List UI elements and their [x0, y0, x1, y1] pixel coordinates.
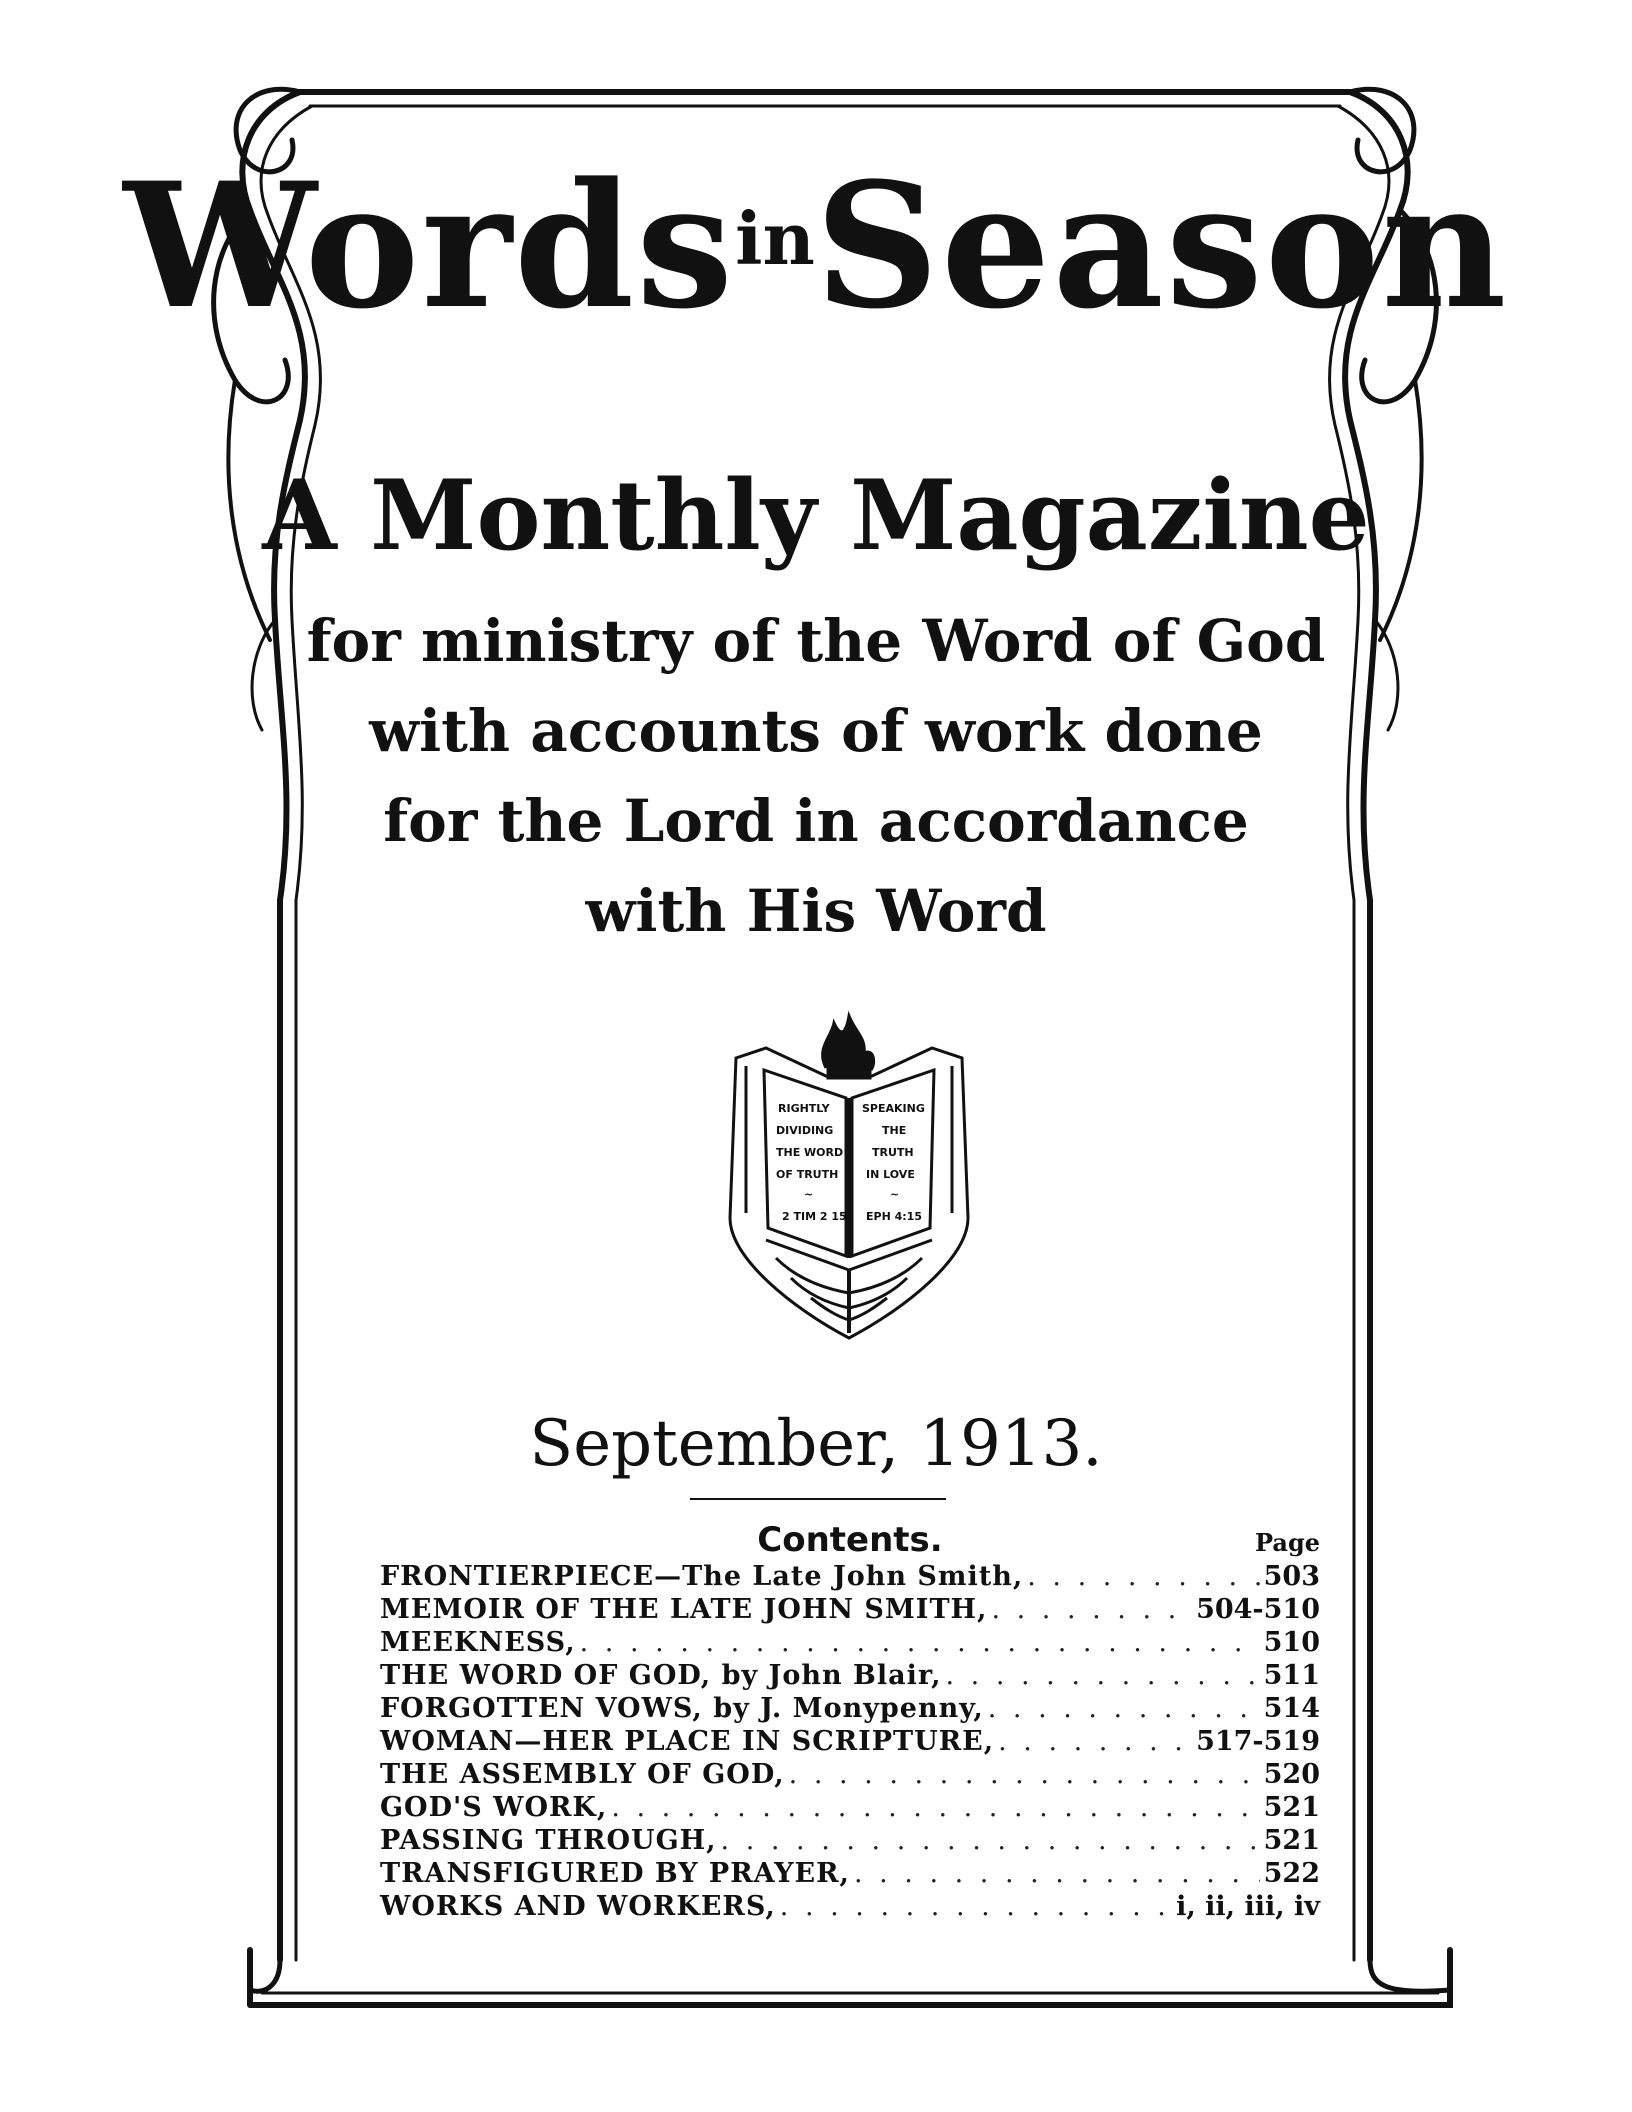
verse-left-line: ~ — [804, 1188, 814, 1201]
toc-entry — [380, 1890, 1320, 1923]
contents-header — [380, 1520, 1320, 1560]
description-line: with accounts of work done — [369, 697, 1263, 765]
toc-entry — [380, 1692, 1320, 1725]
toc-entry-page: 504-510 — [1196, 1594, 1320, 1625]
toc-leader-dots — [611, 1791, 1259, 1824]
date-divider — [690, 1498, 946, 1500]
toc-entry-title: MEMOIR OF THE LATE JOHN SMITH, — [380, 1594, 988, 1625]
toc-leader-dots — [721, 1824, 1260, 1857]
toc-entry — [380, 1824, 1320, 1857]
toc-leader-dots — [1027, 1560, 1259, 1593]
toc-entry-page: 520 — [1263, 1759, 1320, 1790]
magazine-title — [0, 144, 1632, 347]
toc-entry — [380, 1857, 1320, 1890]
toc-entry-title: THE ASSEMBLY OF GOD, — [380, 1759, 785, 1790]
toc-leader-dots — [580, 1626, 1260, 1659]
toc-leader-dots — [854, 1857, 1260, 1890]
toc-entry-page: i, ii, iii, iv — [1176, 1891, 1320, 1922]
open-bible-torch-icon — [706, 1008, 992, 1344]
toc-entry-title: THE WORD OF GOD, by John Blair, — [380, 1660, 942, 1691]
verse-left-ref: 2 TIM 2 15 — [782, 1210, 847, 1223]
verse-right-line: ~ — [890, 1188, 900, 1201]
toc-leader-dots — [780, 1890, 1172, 1923]
page-column-label: Page — [1254, 1528, 1320, 1557]
toc-entry — [380, 1593, 1320, 1626]
contents-title: Contents. — [757, 1520, 943, 1560]
toc-entry — [380, 1659, 1320, 1692]
verse-left-line: RIGHTLY — [778, 1102, 830, 1115]
toc-leader-dots — [946, 1659, 1260, 1692]
table-of-contents — [380, 1560, 1320, 1923]
toc-entry-page: 517-519 — [1196, 1726, 1320, 1757]
verse-left-line: DIVIDING — [776, 1124, 834, 1137]
description-line: for the Lord in accordance — [383, 787, 1249, 855]
toc-entry-title: MEEKNESS, — [380, 1627, 576, 1658]
toc-entry-title: WOMAN—HER PLACE IN SCRIPTURE, — [380, 1726, 995, 1757]
description-line: for ministry of the Word of God — [306, 607, 1326, 675]
toc-entry-title: GOD'S WORK, — [380, 1792, 608, 1823]
toc-entry-page: 503 — [1263, 1561, 1320, 1592]
toc-entry-page: 521 — [1263, 1792, 1320, 1823]
title-in: in — [735, 196, 815, 281]
magazine-subtitle: A Monthly Magazine — [262, 459, 1370, 572]
toc-entry — [380, 1560, 1320, 1593]
toc-entry-title: PASSING THROUGH, — [380, 1825, 717, 1856]
toc-entry — [380, 1758, 1320, 1791]
verse-right-line: TRUTH — [872, 1146, 914, 1159]
toc-entry — [380, 1725, 1320, 1758]
verse-right-line: THE — [882, 1124, 907, 1137]
toc-entry-page: 514 — [1263, 1693, 1320, 1724]
toc-leader-dots — [988, 1692, 1260, 1725]
verse-left-line: OF TRUTH — [776, 1168, 839, 1181]
toc-entry — [380, 1791, 1320, 1824]
verse-right-ref: EPH 4:15 — [866, 1210, 922, 1223]
toc-entry-title: FRONTIERPIECE—The Late John Smith, — [380, 1561, 1024, 1592]
issue-date: September, 1913. — [529, 1407, 1103, 1481]
description-line: with His Word — [585, 877, 1047, 945]
verse-right-line: IN LOVE — [866, 1168, 915, 1181]
toc-leader-dots — [789, 1758, 1260, 1791]
toc-entry-page: 522 — [1263, 1858, 1320, 1889]
toc-entry-title: WORKS AND WORKERS, — [380, 1891, 776, 1922]
toc-entry-title: FORGOTTEN VOWS, by J. Monypenny, — [380, 1693, 984, 1724]
verse-right-line: SPEAKING — [862, 1102, 925, 1115]
toc-leader-dots — [991, 1593, 1192, 1626]
toc-entry-title: TRANSFIGURED BY PRAYER, — [380, 1858, 850, 1889]
toc-entry-page: 521 — [1263, 1825, 1320, 1856]
verse-left-line: THE WORD — [776, 1146, 844, 1159]
toc-entry-page: 511 — [1263, 1660, 1320, 1691]
title-words: Words — [123, 144, 736, 347]
toc-entry — [380, 1626, 1320, 1659]
toc-leader-dots — [998, 1725, 1192, 1758]
toc-entry-page: 510 — [1263, 1627, 1320, 1658]
title-season: Season — [814, 144, 1509, 347]
